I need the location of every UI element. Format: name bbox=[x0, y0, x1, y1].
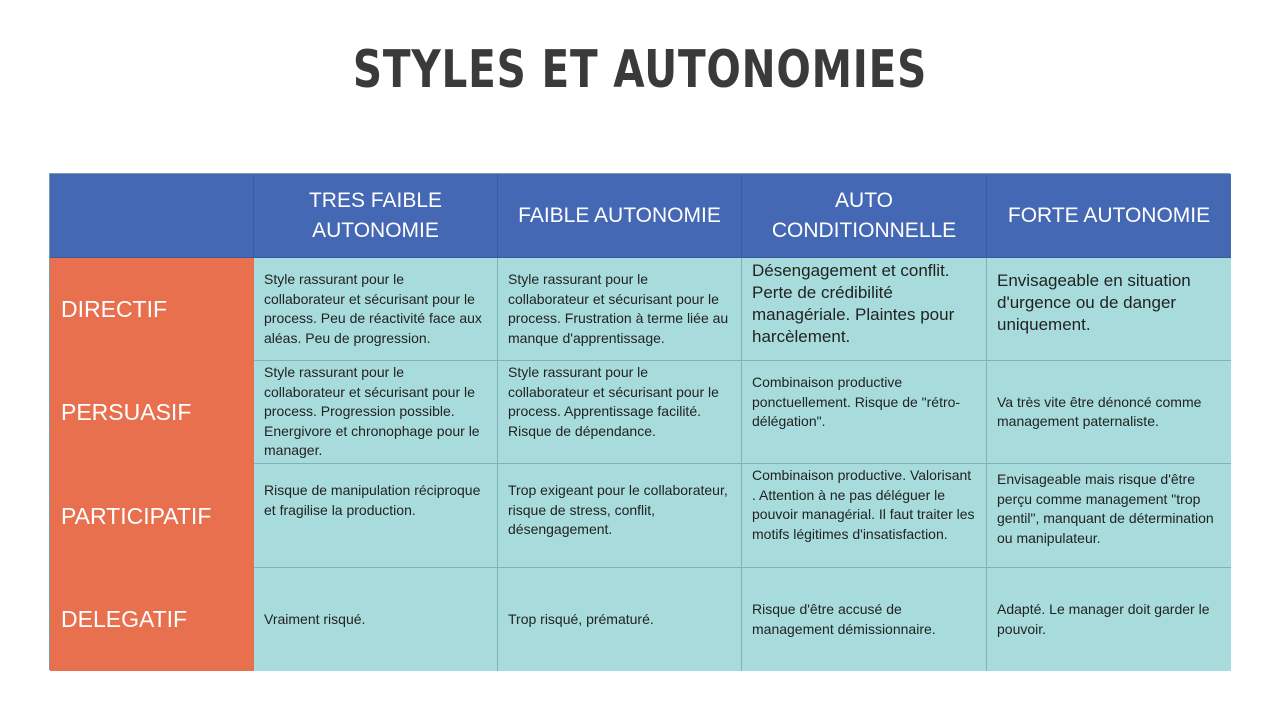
table-cell: Risque de manipulation réciproque et fragilise la production. bbox=[254, 464, 498, 568]
table-cell: Désengagement et conflit. Perte de crédibilité managériale. Plaintes pour harcèlement. bbox=[742, 258, 987, 361]
column-header-tres-faible: TRES FAIBLE AUTONOMIE bbox=[254, 174, 498, 258]
row-header-delegatif: DELEGATIF bbox=[50, 568, 254, 671]
autonomy-table bbox=[49, 173, 1230, 670]
row-header-participatif: PARTICIPATIF bbox=[50, 464, 254, 568]
column-header-faible: FAIBLE AUTONOMIE bbox=[498, 174, 742, 258]
row-header-persuasif: PERSUASIF bbox=[50, 361, 254, 464]
table-cell: Trop risqué, prématuré. bbox=[498, 568, 742, 671]
table-cell: Combinaison productive. Valorisant . Attention à ne pas déléguer le pouvoir managérial. Il faut traiter les motifs légitimes d'insatisfaction. bbox=[742, 464, 987, 568]
table-cell: Style rassurant pour le collaborateur et sécurisant pour le process. Frustration à terme liée au manque d'apprentissage. bbox=[498, 258, 742, 361]
table-corner-header bbox=[50, 174, 254, 258]
table-cell: Style rassurant pour le collaborateur et sécurisant pour le process. Apprentissage facilité. Risque de dépendance. bbox=[498, 361, 742, 464]
column-header-forte: FORTE AUTONOMIE bbox=[987, 174, 1231, 258]
table-cell: Envisageable en situation d'urgence ou de danger uniquement. bbox=[987, 258, 1231, 361]
table-cell: Va très vite être dénoncé comme management paternaliste. bbox=[987, 361, 1231, 464]
table-cell: Risque d'être accusé de management démissionnaire. bbox=[742, 568, 987, 671]
slide-title: STYLES ET AUTONOMIES bbox=[352, 40, 928, 100]
row-header-directif: DIRECTIF bbox=[50, 258, 254, 361]
table-cell: Style rassurant pour le collaborateur et sécurisant pour le process. Peu de réactivité face aux aléas. Peu de progression. bbox=[254, 258, 498, 361]
table-cell: Style rassurant pour le collaborateur et sécurisant pour le process. Progression possible. Energivore et chronophage pour le manager. bbox=[254, 361, 498, 464]
column-header-conditionnelle: AUTO CONDITIONNELLE bbox=[742, 174, 987, 258]
table-cell: Vraiment risqué. bbox=[254, 568, 498, 671]
table-cell: Trop exigeant pour le collaborateur, risque de stress, conflit, désengagement. bbox=[498, 464, 742, 568]
table-cell: Combinaison productive ponctuellement. Risque de "rétro-délégation". bbox=[742, 361, 987, 464]
table-cell: Envisageable mais risque d'être perçu comme management "trop gentil", manquant de détermination ou manipulateur. bbox=[987, 464, 1231, 568]
table-cell: Adapté. Le manager doit garder le pouvoir. bbox=[987, 568, 1231, 671]
